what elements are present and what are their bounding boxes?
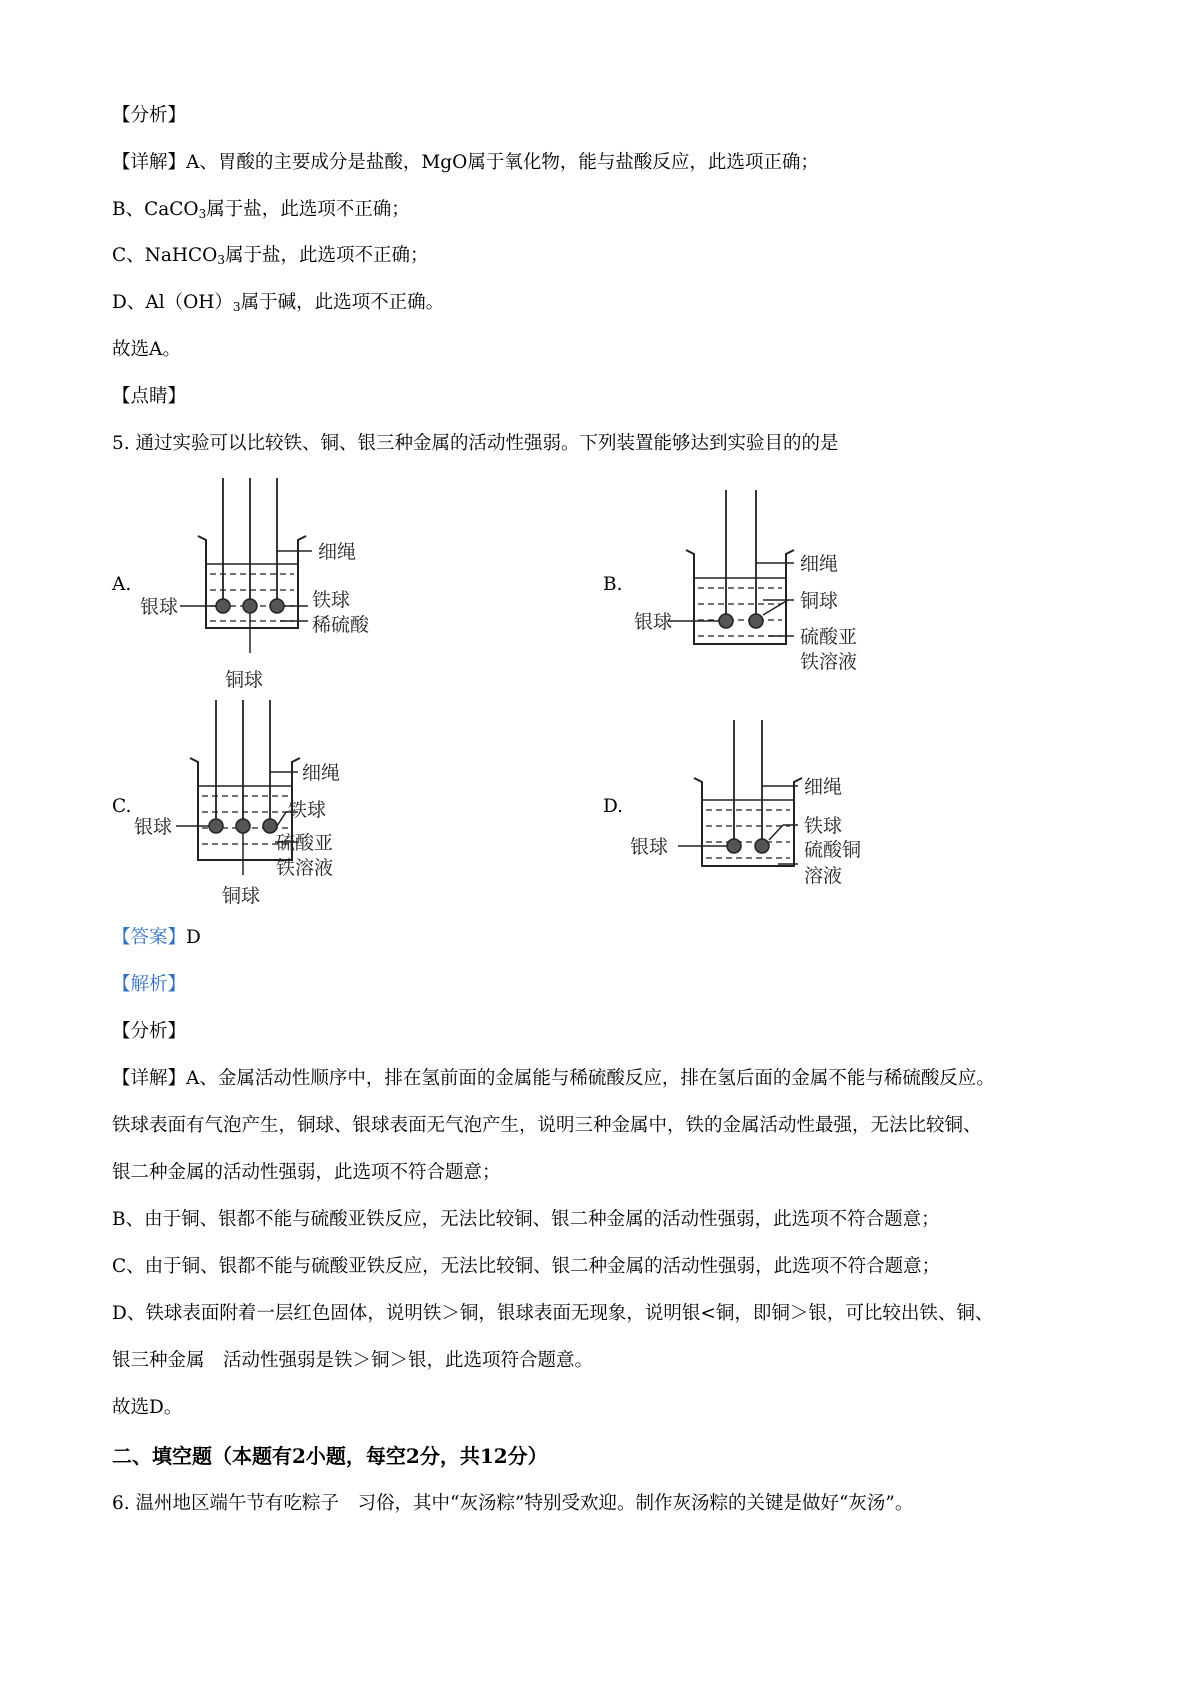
section-2-heading: 二、填空题（本题有2小题，每空2分，共12分） (112, 1444, 548, 1468)
option-d-letter: D. (603, 796, 624, 817)
label-d-solution-1: 硫酸铜 (804, 839, 862, 861)
label-c-iron: 铁球 (288, 799, 327, 821)
detail-paragraph-line-5: C、由于铜、银都不能与硫酸亚铁反应，无法比较铜、银二种金属的活动性强弱，此选项不符合题意； (112, 1256, 941, 1277)
label-b-string: 细绳 (800, 553, 839, 575)
label-a-acid: 稀硫酸 (312, 614, 370, 636)
label-c-copper: 铜球 (222, 885, 261, 907)
option-a-letter: A. (112, 574, 132, 595)
dianjing-heading: 【点睛】 (112, 386, 187, 407)
apparatus-a-figure (140, 478, 400, 698)
label-d-iron: 铁球 (804, 815, 843, 837)
answer-value: D (186, 927, 201, 948)
detail-paragraph-line-8: 故选D。 (112, 1397, 183, 1418)
apparatus-c-figure (134, 700, 400, 910)
detail-paragraph-line-6: D、铁球表面附着一层红色固体，说明铁＞铜，银球表面无现象，说明银<铜，即铜＞银，可比较出铁、铜、 (112, 1303, 994, 1324)
label-d-solution-2: 溶液 (804, 865, 843, 887)
detail-line-d: D、$Al(OH)_3$属于碱，此选项不正确。 (112, 292, 445, 314)
detail-paragraph-line-7: 银三种金属 活动性强弱是铁＞铜＞银，此选项符合题意。 (112, 1350, 594, 1371)
label-b-copper: 铜球 (800, 590, 839, 612)
label-c-string: 细绳 (302, 762, 341, 784)
label-c-silver: 银球 (134, 816, 173, 838)
answer-line (112, 925, 201, 951)
detail-line-c: C、NaHCO$_3$属于盐，此选项不正确； (112, 245, 429, 267)
label-a-iron: 铁球 (312, 589, 351, 611)
apparatus-d-figure (630, 720, 908, 900)
label-b-solution-1: 硫酸亚 (800, 626, 858, 648)
solution-heading: 【解析】 (112, 974, 187, 995)
label-a-string: 细绳 (318, 541, 357, 563)
label-b-silver: 银球 (634, 611, 673, 633)
detail-paragraph-line-2: 铁球表面有气泡产生，铜球、银球表面无气泡产生，说明三种金属中，铁的金属活动性最强，无法比较铜、 (112, 1115, 982, 1136)
detail-paragraph-line-1: 【详解】A、金属活动性顺序中，排在氢前面的金属能与稀硫酸反应，排在氢后面的金属不能与稀硫酸反应。 (112, 1068, 995, 1089)
detail-line-b: B、CaCO$_3$属于盐，此选项不正确； (112, 199, 410, 221)
label-a-silver: 银球 (140, 596, 179, 618)
analysis-heading-2: 【分析】 (112, 1021, 187, 1042)
label-c-solution-1: 硫酸亚 (276, 832, 334, 854)
question-6-stem: 6. 温州地区端午节有吃粽子 习俗，其中“灰汤粽”特别受欢迎。制作灰汤粽的关键是做好“灰汤”。 (112, 1493, 914, 1514)
label-c-solution-2: 铁溶液 (276, 857, 334, 879)
choose-a-line: 故选A。 (112, 339, 181, 360)
analysis-heading: 【分析】 (112, 105, 187, 126)
label-b-solution-2: 铁溶液 (800, 651, 858, 673)
detail-line-a: 【详解】A、胃酸的主要成分是盐酸，MgO属于氧化物，能与盐酸反应，此选项正确； (112, 152, 819, 173)
option-b-letter: B. (603, 574, 623, 595)
question-5-stem: 5. 通过实验可以比较铁、铜、银三种金属的活动性强弱。下列装置能够达到实验目的的是 (112, 433, 839, 454)
label-d-silver: 银球 (630, 836, 669, 858)
detail-paragraph-line-4: B、由于铜、银都不能与硫酸亚铁反应，无法比较铜、银二种金属的活动性强弱，此选项不符合题意； (112, 1209, 940, 1230)
label-a-copper: 铜球 (225, 669, 264, 691)
label-d-string: 细绳 (804, 776, 843, 798)
detail-paragraph-line-3: 银二种金属的活动性强弱，此选项不符合题意； (112, 1162, 501, 1183)
apparatus-b-figure (634, 490, 908, 690)
option-c-letter: C. (112, 796, 132, 817)
answer-tag: 【答案】 (112, 927, 187, 948)
